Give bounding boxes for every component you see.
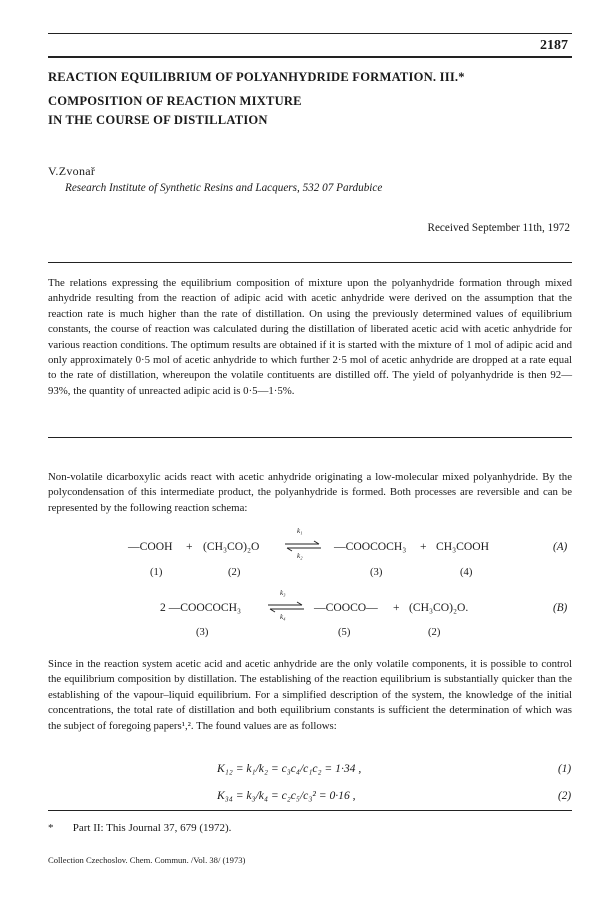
received-date: Received September 11th, 1972 (427, 222, 570, 234)
abstract-text: The relations expressing the equilibrium composition of mixture upon the polyanhydride formation through mixed anhydride resulting from the reaction of adipic acid with acetic anhydride were derived on the assumption that the reaction rate is much higher than the rate of distillation. On using the previously determined values of equilibrium constants, the course of reaction was calculated during the distillation of liberated acetic acid with acetic anhydride for various reaction conditions. The optimum results are obtained if it is started with the mixture of 1 mol of adipic acid and only approximately 0·5 mol of acetic anhydride to which further 2·5 mol of acetic anhydride are dropped at a rate equal to the rate of distillation, whereupon the volatile contituents are distilled off. The yield of polyanhydride is then 92—93%, the quantity of unreacted adipic acid is 0·5—1·5%. (48, 277, 572, 397)
equation-2-label: (2) (558, 790, 572, 802)
equilibrium-arrows-icon (283, 540, 323, 552)
header-bottom-rule (48, 56, 572, 58)
scheme-b-k-top: k₃ (280, 589, 286, 597)
scheme-b-plus: + (393, 601, 400, 614)
scheme-a-right-1: —COOCOCH₃ (334, 540, 407, 553)
scheme-a-plus-2: + (420, 540, 427, 553)
intro-paragraph (48, 470, 572, 516)
scheme-a-left-2: (CH₃CO)₂O (203, 540, 260, 553)
scheme-b-k-bottom: k₄ (280, 613, 286, 621)
compound-number-5: (5) (338, 627, 351, 638)
abstract-top-rule (48, 262, 572, 263)
compound-number-2: (2) (228, 567, 241, 578)
page-number: 2187 (540, 38, 568, 53)
paper-title-line-1: REACTION EQUILIBRIUM OF POLYANHYDRIDE FORMATION. III.* (48, 70, 465, 84)
compound-number-1: (1) (150, 567, 163, 578)
scheme-a-k-bottom: k₂ (297, 552, 303, 560)
scheme-a-plus-1: + (186, 540, 193, 553)
author: V.Zvonař (48, 164, 96, 178)
footnote: * Part II: This Journal 37, 679 (1972). (48, 822, 232, 834)
equation-1: K₁₂ = k₁/k₂ = c₃c₄/c₁c₂ = 1·34 , (217, 762, 362, 775)
scheme-a-left-1: —COOH (128, 540, 173, 553)
scheme-a-k-top: k₁ (297, 527, 303, 535)
compound-number-3: (3) (196, 627, 209, 638)
body-paragraph (48, 657, 572, 734)
abstract (48, 276, 572, 399)
compound-number-2: (2) (428, 627, 441, 638)
scheme-b-label: (B) (553, 602, 568, 614)
paper-title-line-3: IN THE COURSE OF DISTILLATION (48, 113, 268, 127)
body-text: Since in the reaction system acetic acid and acetic anhydride are the only volatile components, it is possible to control the equilibrium composition by distillation. The establishing of the reaction equilibrium is substantially quicker than the establishing of the vapour–liquid equilibrium. For a simplified description of the system, the knowledge of the initial concentrations, the total rate of distillation and both equilibrium constants is sufficient the determination of which was the subject of foregoing papers¹,². The found values are as follows: (48, 658, 572, 732)
equation-1-label: (1) (558, 763, 572, 775)
scheme-b-right-1: —COOCO— (314, 601, 378, 614)
journal-citation: Collection Czechoslov. Chem. Commun. /Vol. 38/ (1973) (48, 855, 246, 865)
scheme-b-left: 2 —COOCOCH₃ (160, 601, 242, 614)
scheme-b-right-2: (CH₃CO)₂O. (409, 601, 469, 614)
paper-title-line-2: COMPOSITION OF REACTION MIXTURE (48, 94, 302, 108)
intro-text: Non-volatile dicarboxylic acids react with acetic anhydride originating a low-molecular mixed polyanhydride. By the polycondensation of this intermediate product, the polyanhydride is formed. Both processes are reversible and can be represented by the following reaction schema: (48, 471, 572, 514)
compound-number-3: (3) (370, 567, 383, 578)
equation-2: K₃₄ = k₃/k₄ = c₂c₅/c₃² = 0·16 , (217, 789, 356, 802)
scheme-a-right-2: CH₃COOH (436, 540, 489, 553)
affiliation: Research Institute of Synthetic Resins and Lacquers, 532 07 Pardubice (65, 182, 383, 194)
equilibrium-arrows-icon (266, 601, 306, 613)
footnote-rule (48, 810, 572, 811)
header-top-rule (48, 33, 572, 34)
compound-number-4: (4) (460, 567, 473, 578)
scheme-a-label: (A) (553, 541, 568, 553)
abstract-bottom-rule (48, 437, 572, 438)
